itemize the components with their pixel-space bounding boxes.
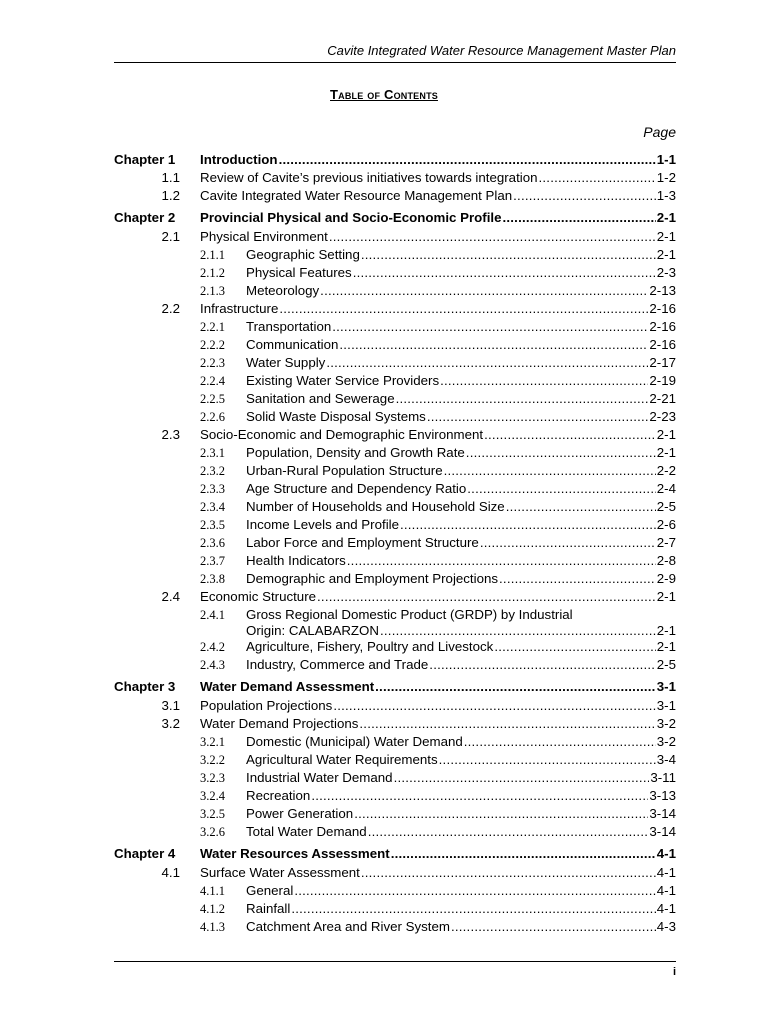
toc-entry <box>0 552 768 570</box>
section-number: 2.4.2 <box>200 640 225 654</box>
entry-line <box>246 552 676 570</box>
page-ref: 3-14 <box>649 806 676 821</box>
toc-entry <box>0 588 768 606</box>
dot-leader <box>317 588 656 606</box>
entry-title: Total Water Demand <box>246 824 367 839</box>
entry-title: Recreation <box>246 788 311 803</box>
page-ref: 3-2 <box>656 734 676 749</box>
dot-leader <box>329 228 656 246</box>
section-number: 2.2.5 <box>200 392 225 406</box>
toc-entry <box>0 187 768 205</box>
page-ref: 2-2 <box>656 463 676 478</box>
section-number: 2.2 <box>161 301 180 316</box>
page-ref: 4-1 <box>656 846 676 861</box>
entry-line <box>246 733 676 751</box>
entry-title: Provincial Physical and Socio-Economic Profile <box>200 210 502 225</box>
entry-line <box>246 570 676 588</box>
page-ref: 1-2 <box>656 170 676 185</box>
entry-line <box>200 300 676 318</box>
entry-line <box>246 882 676 900</box>
section-number: 2.1.1 <box>200 248 225 262</box>
page-ref: 2-1 <box>656 229 676 244</box>
entry-title: Power Generation <box>246 806 354 821</box>
page-ref: 2-16 <box>649 301 676 316</box>
section-number: 2.1.2 <box>200 266 225 280</box>
toc-entry <box>0 823 768 841</box>
page-ref: 2-19 <box>649 373 676 388</box>
entry-line <box>246 656 676 674</box>
entry-line <box>200 426 676 444</box>
page-ref: 3-4 <box>656 752 676 767</box>
entry-line <box>246 480 676 498</box>
entry-line <box>246 318 676 336</box>
entry-title: Income Levels and Profile <box>246 517 399 532</box>
dot-leader <box>513 187 656 205</box>
dot-leader <box>359 715 655 733</box>
page-ref: 2-1 <box>656 589 676 604</box>
section-number: 3.2.6 <box>200 825 225 839</box>
toc-entry <box>0 228 768 246</box>
dot-leader <box>291 900 655 918</box>
section-number: 2.2.4 <box>200 374 225 388</box>
dot-leader <box>494 638 655 656</box>
entry-line <box>246 408 676 426</box>
page-ref: 3-13 <box>649 788 676 803</box>
entry-line <box>246 638 676 656</box>
footer-rule <box>114 961 676 962</box>
dot-leader <box>484 426 656 444</box>
dot-leader <box>353 264 656 282</box>
entry-line <box>246 823 676 841</box>
entry-title-text: Origin: CALABARZON <box>246 623 380 638</box>
dot-leader <box>400 516 656 534</box>
toc-entry <box>0 169 768 187</box>
toc-entry <box>0 516 768 534</box>
toc-entry <box>0 480 768 498</box>
chapter-label: Chapter 1 <box>114 152 176 167</box>
entry-line <box>246 282 676 300</box>
entry-title: Rainfall <box>246 901 291 916</box>
entry-line <box>200 697 676 715</box>
page-ref: 2-3 <box>656 265 676 280</box>
entry-title: Economic Structure <box>200 589 317 604</box>
page-number: i <box>672 966 676 978</box>
toc-entry <box>0 246 768 264</box>
dot-leader <box>361 246 656 264</box>
running-header: Cavite Integrated Water Resource Management Master Plan <box>327 43 676 58</box>
toc-entry <box>0 444 768 462</box>
entry-line <box>246 444 676 462</box>
entry-title: Physical Features <box>246 265 352 280</box>
section-number: 4.1.2 <box>200 902 225 916</box>
section-number: 2.3.4 <box>200 500 225 514</box>
section-number: 2.1 <box>161 229 180 244</box>
entry-line <box>200 678 676 696</box>
toc-entry <box>0 805 768 823</box>
section-number: 3.2.5 <box>200 807 225 821</box>
dot-leader <box>506 498 656 516</box>
dot-leader <box>311 787 648 805</box>
dot-leader <box>444 462 656 480</box>
section-number: 2.4 <box>161 589 180 604</box>
toc-entry <box>0 372 768 390</box>
toc-entry <box>0 900 768 918</box>
section-number: 3.1 <box>161 698 180 713</box>
entry-title: Population, Density and Growth Rate <box>246 445 465 460</box>
entry-title: Demographic and Employment Projections <box>246 571 499 586</box>
page-ref: 3-2 <box>656 716 676 731</box>
entry-title: Infrastructure <box>200 301 279 316</box>
entry-title: Health Indicators <box>246 553 346 568</box>
section-number: 4.1 <box>161 865 180 880</box>
entry-title: Solid Waste Disposal Systems <box>246 409 426 424</box>
toc-entry <box>0 570 768 588</box>
entry-title: Review of Cavite’s previous initiatives towards integration <box>200 170 538 185</box>
section-number: 3.2 <box>161 716 180 731</box>
header-rule <box>114 62 676 63</box>
dot-leader <box>464 733 656 751</box>
entry-title: Physical Environment <box>200 229 328 244</box>
entry-line <box>246 498 676 516</box>
toc-entry <box>0 918 768 936</box>
dot-leader <box>326 354 648 372</box>
section-number: 4.1.1 <box>200 884 225 898</box>
toc-entry <box>0 336 768 354</box>
section-number: 1.2 <box>161 188 180 203</box>
page-ref: 2-6 <box>656 517 676 532</box>
toc-entry <box>0 751 768 769</box>
entry-line <box>246 372 676 390</box>
entry-line <box>246 462 676 480</box>
section-number: 2.3.8 <box>200 572 225 586</box>
page-ref: 4-3 <box>656 919 676 934</box>
entry-title: Labor Force and Employment Structure <box>246 535 479 550</box>
entry-title: Number of Households and Household Size <box>246 499 505 514</box>
toc-entry <box>0 715 768 733</box>
dot-leader <box>339 336 648 354</box>
page-ref: 1-1 <box>656 152 676 167</box>
dot-leader <box>451 918 656 936</box>
entry-line <box>246 769 676 787</box>
toc-entry <box>0 498 768 516</box>
page-ref: 2-21 <box>649 391 676 406</box>
entry-line <box>200 588 676 606</box>
page-ref: 4-1 <box>656 901 676 916</box>
page-ref: 2-1 <box>656 210 676 225</box>
entry-title: Sanitation and Sewerage <box>246 391 395 406</box>
page-ref: 2-1 <box>656 427 676 442</box>
page-ref: 2-7 <box>656 535 676 550</box>
entry-title: Geographic Setting <box>246 247 360 262</box>
dot-leader <box>467 480 656 498</box>
entry-line <box>200 169 676 187</box>
dot-leader <box>354 805 648 823</box>
dot-leader <box>375 678 656 696</box>
dot-leader <box>279 151 656 169</box>
entry-line <box>246 516 676 534</box>
page-ref: 2-1 <box>656 623 676 638</box>
entry-line <box>200 715 676 733</box>
entry-line <box>246 264 676 282</box>
dot-leader <box>539 169 656 187</box>
chapter-label: Chapter 2 <box>114 210 176 225</box>
entry-title: Meteorology <box>246 283 320 298</box>
entry-title: Agricultural Water Requirements <box>246 752 438 767</box>
page-ref: 2-1 <box>656 639 676 654</box>
entry-line <box>200 151 676 169</box>
toc-entry <box>0 697 768 715</box>
page-ref: 2-13 <box>649 283 676 298</box>
section-number: 2.4.3 <box>200 658 225 672</box>
toc-entry <box>0 426 768 444</box>
section-number: 2.1.3 <box>200 284 225 298</box>
toc-title: Table of Contents <box>330 87 438 102</box>
section-number: 2.2.2 <box>200 338 225 352</box>
section-number: 2.3.5 <box>200 518 225 532</box>
entry-line <box>246 900 676 918</box>
entry-line <box>246 805 676 823</box>
page-ref: 2-5 <box>656 499 676 514</box>
toc-entry <box>0 733 768 751</box>
toc-entry <box>0 390 768 408</box>
entry-title: Water Supply <box>246 355 326 370</box>
entry-line <box>246 246 676 264</box>
page-ref: 4-1 <box>656 883 676 898</box>
entry-title: Domestic (Municipal) Water Demand <box>246 734 463 749</box>
toc-entry <box>0 282 768 300</box>
toc-entry <box>0 769 768 787</box>
section-number: 2.2.3 <box>200 356 225 370</box>
toc-entry <box>0 264 768 282</box>
page-ref: 4-1 <box>656 865 676 880</box>
entry-title: Introduction <box>200 152 278 167</box>
entry-line <box>200 187 676 205</box>
chapter-label: Chapter 3 <box>114 679 176 694</box>
entry-title: Catchment Area and River System <box>246 919 450 934</box>
dot-leader <box>394 769 650 787</box>
section-number: 3.2.2 <box>200 753 225 767</box>
page-ref: 2-16 <box>649 337 676 352</box>
section-number: 3.2.4 <box>200 789 225 803</box>
section-number: 2.3.3 <box>200 482 225 496</box>
page-ref: 3-14 <box>649 824 676 839</box>
page-ref: 2-1 <box>656 445 676 460</box>
dot-leader <box>499 570 656 588</box>
entry-title: Agriculture, Fishery, Poultry and Livestock <box>246 639 494 654</box>
toc-chapter-entry <box>0 151 768 169</box>
page-ref: 2-8 <box>656 553 676 568</box>
page-ref: 2-17 <box>649 355 676 370</box>
dot-leader <box>347 552 656 570</box>
toc-chapter-entry <box>0 845 768 863</box>
page-ref: 2-16 <box>649 319 676 334</box>
toc-entry <box>0 787 768 805</box>
section-number: 3.2.3 <box>200 771 225 785</box>
dot-leader <box>320 282 648 300</box>
entry-title: Urban-Rural Population Structure <box>246 463 443 478</box>
entry-line <box>200 228 676 246</box>
entry-line <box>246 354 676 372</box>
dot-leader <box>333 697 655 715</box>
entry-title: Water Demand Assessment <box>200 679 375 694</box>
page-ref: 2-1 <box>656 247 676 262</box>
entry-line <box>246 751 676 769</box>
entry-title: Communication <box>246 337 339 352</box>
dot-leader <box>279 300 648 318</box>
toc-entry <box>0 354 768 372</box>
dot-leader <box>396 390 649 408</box>
entry-title: Socio-Economic and Demographic Environment <box>200 427 484 442</box>
page-ref: 3-1 <box>656 698 676 713</box>
toc-entry <box>0 534 768 552</box>
page-ref: 2-5 <box>656 657 676 672</box>
entry-title: Population Projections <box>200 698 333 713</box>
dot-leader <box>294 882 655 900</box>
entry-title: Industrial Water Demand <box>246 770 393 785</box>
section-number: 2.2.1 <box>200 320 225 334</box>
section-number: 2.4.1 <box>200 608 225 622</box>
toc-entry <box>0 882 768 900</box>
dot-leader <box>429 656 655 674</box>
page-ref: 3-11 <box>650 770 676 785</box>
page-ref: 3-1 <box>656 679 676 694</box>
section-number: 1.1 <box>161 170 180 185</box>
entry-title: Transportation <box>246 319 332 334</box>
entry-line <box>246 534 676 552</box>
chapter-label: Chapter 4 <box>114 846 176 861</box>
entry-title: Water Demand Projections <box>200 716 359 731</box>
section-number: 2.3.6 <box>200 536 225 550</box>
dot-leader <box>361 864 656 882</box>
entry-title: Industry, Commerce and Trade <box>246 657 429 672</box>
dot-leader <box>439 751 656 769</box>
dot-leader <box>480 534 656 552</box>
section-number: 2.3.1 <box>200 446 225 460</box>
page-ref: 2-23 <box>649 409 676 424</box>
entry-line <box>246 336 676 354</box>
dot-leader <box>427 408 649 426</box>
toc-chapter-entry <box>0 678 768 696</box>
toc-entry <box>0 462 768 480</box>
entry-line <box>246 787 676 805</box>
entry-line <box>246 918 676 936</box>
entry-title: General <box>246 883 294 898</box>
entry-title: Age Structure and Dependency Ratio <box>246 481 467 496</box>
dot-leader <box>332 318 648 336</box>
section-number: 2.3 <box>161 427 180 442</box>
entry-line <box>246 390 676 408</box>
dot-leader <box>391 845 656 863</box>
page-ref: 2-9 <box>656 571 676 586</box>
toc-entry <box>0 318 768 336</box>
section-number: 3.2.1 <box>200 735 225 749</box>
entry-title: Surface Water Assessment <box>200 865 360 880</box>
section-number: 2.3.2 <box>200 464 225 478</box>
entry-title: Water Resources Assessment <box>200 846 390 861</box>
page-column-label: Page <box>643 124 676 140</box>
page-ref: 2-4 <box>656 481 676 496</box>
dot-leader <box>440 372 648 390</box>
toc-entry <box>0 638 768 656</box>
dot-leader <box>466 444 656 462</box>
toc-entry <box>0 656 768 674</box>
toc-entry <box>0 300 768 318</box>
entry-line <box>200 864 676 882</box>
entry-title: Existing Water Service Providers <box>246 373 440 388</box>
toc-entry <box>0 408 768 426</box>
dot-leader <box>503 209 656 227</box>
section-number: 2.3.7 <box>200 554 225 568</box>
entry-title-line1: Gross Regional Domestic Product (GRDP) by Industrial <box>246 607 573 622</box>
section-number: 2.2.6 <box>200 410 225 424</box>
entry-line <box>200 209 676 227</box>
dot-leader <box>368 823 649 841</box>
section-number: 4.1.3 <box>200 920 225 934</box>
entry-title: Cavite Integrated Water Resource Management Plan <box>200 188 513 203</box>
toc-entry <box>0 864 768 882</box>
toc-chapter-entry <box>0 209 768 227</box>
entry-line <box>200 845 676 863</box>
page-ref: 1-3 <box>656 188 676 203</box>
